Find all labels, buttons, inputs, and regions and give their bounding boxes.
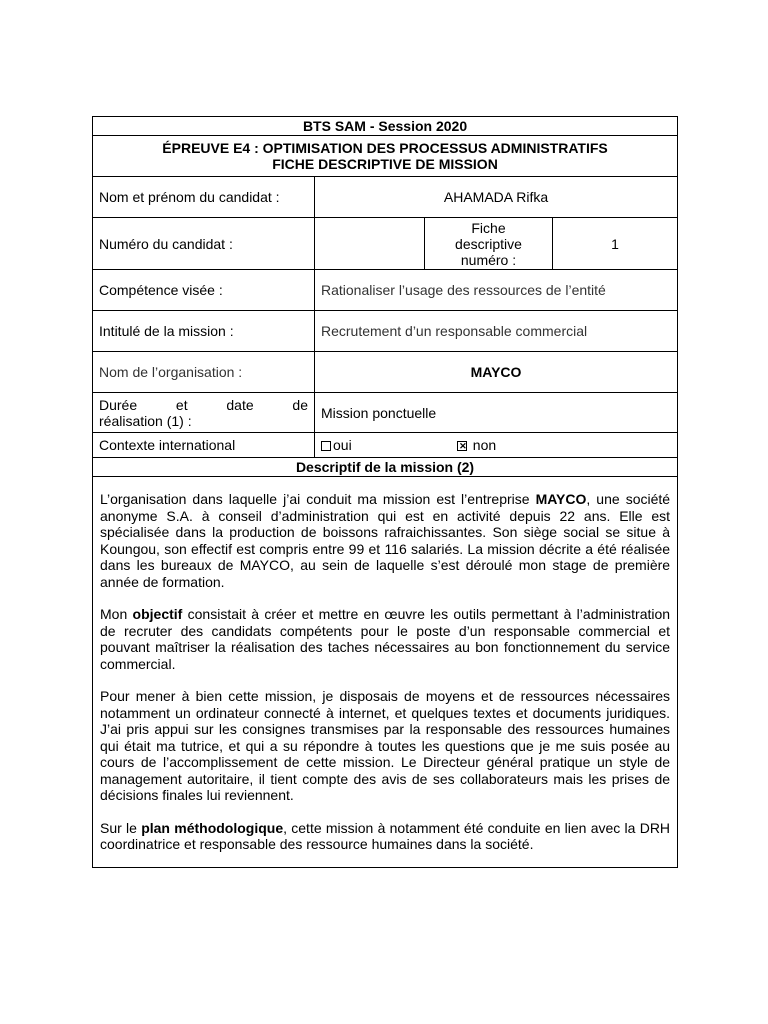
intitule-value: Recrutement d’un responsable commercial	[315, 311, 678, 352]
descriptif-paragraph-1	[100, 491, 670, 590]
oui-checkbox[interactable]	[321, 441, 331, 451]
contexte-non-option[interactable]	[457, 437, 496, 453]
p1-company-name: MAYCO	[535, 491, 587, 507]
non-checkbox[interactable]	[457, 441, 467, 451]
mission-form-sheet	[92, 116, 677, 868]
competence-value: Rationaliser l’usage des ressources de l’entité	[315, 270, 678, 311]
nom-value: AHAMADA Rifka	[315, 177, 678, 218]
numero-row	[93, 218, 678, 270]
descriptif-title-row	[93, 458, 678, 477]
epreuve-title	[93, 136, 678, 177]
epreuve-row	[93, 136, 678, 177]
nom-row	[93, 177, 678, 218]
descriptif-paragraph-3: Pour mener à bien cette mission, je disposais de moyens et de ressources nécessaires notamment un ordinateur connecté à internet, et quelques textes et documents juridiques. J’ai pris appui sur les consignes transmises par la responsable des ressources humaines qui était ma tutrice, et qui a su répondre à toutes les questions que je me suis posée au cours de l’accomplissement de cette mission. Le Directeur général pratique un style de management autoritaire, il tient compte des avis de ses collaborateurs mais les prises de décisions finales lui reviennent.	[100, 688, 671, 803]
oui-label: oui	[333, 437, 352, 453]
competence-row	[93, 270, 678, 311]
competence-label: Compétence visée :	[93, 270, 315, 311]
contexte-label: Contexte international	[93, 433, 315, 458]
fiche-label	[425, 218, 553, 270]
duree-value: Mission ponctuelle	[315, 393, 678, 433]
p2-text-c: consistait à créer et mettre en œuvre les outils permettant à l’administration de recruter des candidats compétents pour le poste d’un responsable commercial et pouvant maîtriser la réalisation des taches nécessaires au bon fonctionnement du service commercial.	[100, 606, 671, 672]
duree-label-line2: réalisation (1) :	[99, 412, 192, 429]
p2-text-a: Mon	[100, 606, 133, 622]
descriptif-body	[93, 477, 678, 868]
mission-form-table	[92, 116, 678, 868]
session-title: BTS SAM - Session 2020	[93, 117, 678, 136]
p4-text-a: Sur le	[100, 819, 142, 836]
fiche-value: 1	[553, 218, 678, 270]
fiche-line: FICHE DESCRIPTIVE DE MISSION	[272, 156, 498, 172]
nom-label: Nom et prénom du candidat :	[93, 177, 315, 218]
p2-objectif: objectif	[132, 606, 183, 622]
intitule-label: Intitulé de la mission :	[93, 311, 315, 352]
p4-plan: plan méthodologique	[141, 819, 284, 836]
p4-text-c: , cette mission à notamment été conduite en lien avec la DRH coordinatrice et responsable des ressource humaines dans la société.	[100, 819, 671, 852]
numero-label: Numéro du candidat :	[93, 218, 315, 270]
p1-text-c: , une société anonyme S.A. à conseil d’administration qui est en activité depuis 22 ans. Elle est spécialisée dans la production de boissons rafraichissantes. Son siège social se situe à Koungou, son effectif est compris entre 99 et 116 salariés. La mission décrite a été réalisée dans les bureaux de MAYCO, au sein de laquelle s’est déroulé mon stage de première année de formation.	[100, 491, 671, 590]
descriptif-title: Descriptif de la mission (2)	[93, 458, 678, 477]
organisation-label: Nom de l’organisation :	[93, 352, 315, 393]
contexte-row	[93, 433, 678, 458]
organisation-row	[93, 352, 678, 393]
organisation-value: MAYCO	[315, 352, 678, 393]
numero-value	[315, 218, 425, 270]
descriptif-paragraph-2	[100, 606, 670, 672]
non-label: non	[472, 437, 497, 453]
contexte-oui-option[interactable]	[321, 437, 453, 453]
duree-label	[93, 393, 315, 433]
p1-text-a: L’organisation dans laquelle j’ai conduit ma mission est l’entreprise	[100, 491, 536, 507]
duree-row	[93, 393, 678, 433]
descriptif-paragraph-4	[100, 820, 670, 853]
intitule-row	[93, 311, 678, 352]
descriptif-row	[93, 477, 678, 868]
session-row	[93, 117, 678, 136]
fiche-label-text: Fiche descriptive numéro :	[455, 219, 522, 268]
contexte-options	[315, 433, 678, 458]
epreuve-line: ÉPREUVE E4 : OPTIMISATION DES PROCESSUS ADMINISTRATIFS	[162, 140, 608, 156]
duree-label-line1: Durée et date de	[99, 396, 308, 413]
